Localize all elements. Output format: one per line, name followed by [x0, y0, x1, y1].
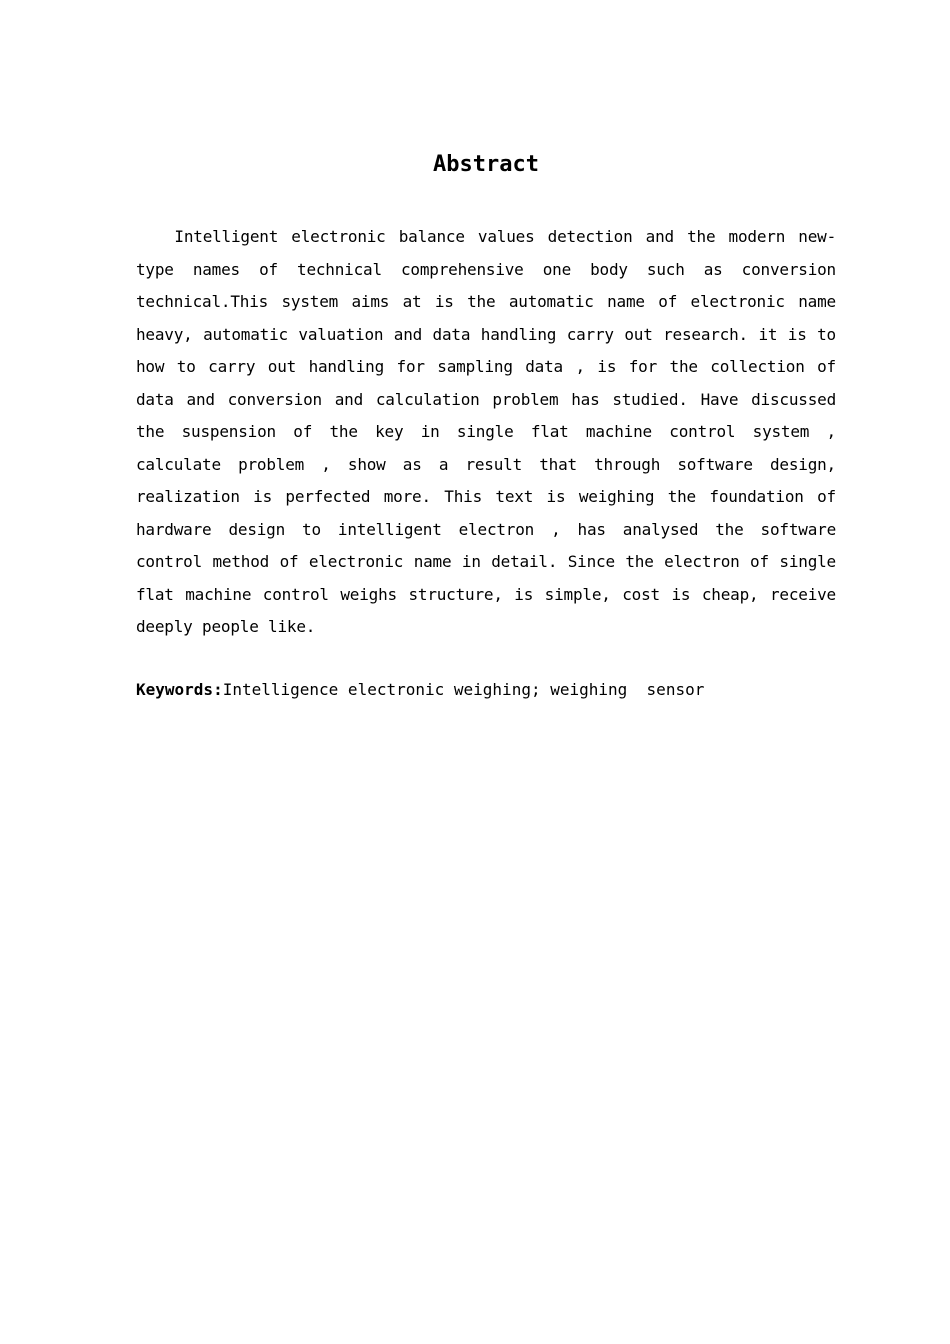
keywords-value: Intelligence electronic weighing; weighing sensor — [222, 680, 705, 699]
abstract-body: Intelligent electronic balance values detection and the modern new-type names of technical comprehensive one body such as conversion technical.This system aims at is the automatic name of electronic name heavy, automatic valuation and data handling carry out research. it is to how to carry out handling for sampling data , is for the collection of data and conversion and calculation problem has studied. Have discussed the suspension of the key in single flat machine control system , calculate problem , show as a result that through software design, realization is perfected more. This text is weighing the foundation of hardware design to intelligent electron , has analysed the software control method of electronic name in detail. Since the electron of single flat machine control weighs structure, is simple, cost is cheap, receive deeply people like. — [136, 227, 836, 636]
keywords-line — [136, 674, 836, 706]
abstract-title: Abstract — [433, 152, 539, 177]
keywords-label: Keywords: — [136, 680, 223, 699]
